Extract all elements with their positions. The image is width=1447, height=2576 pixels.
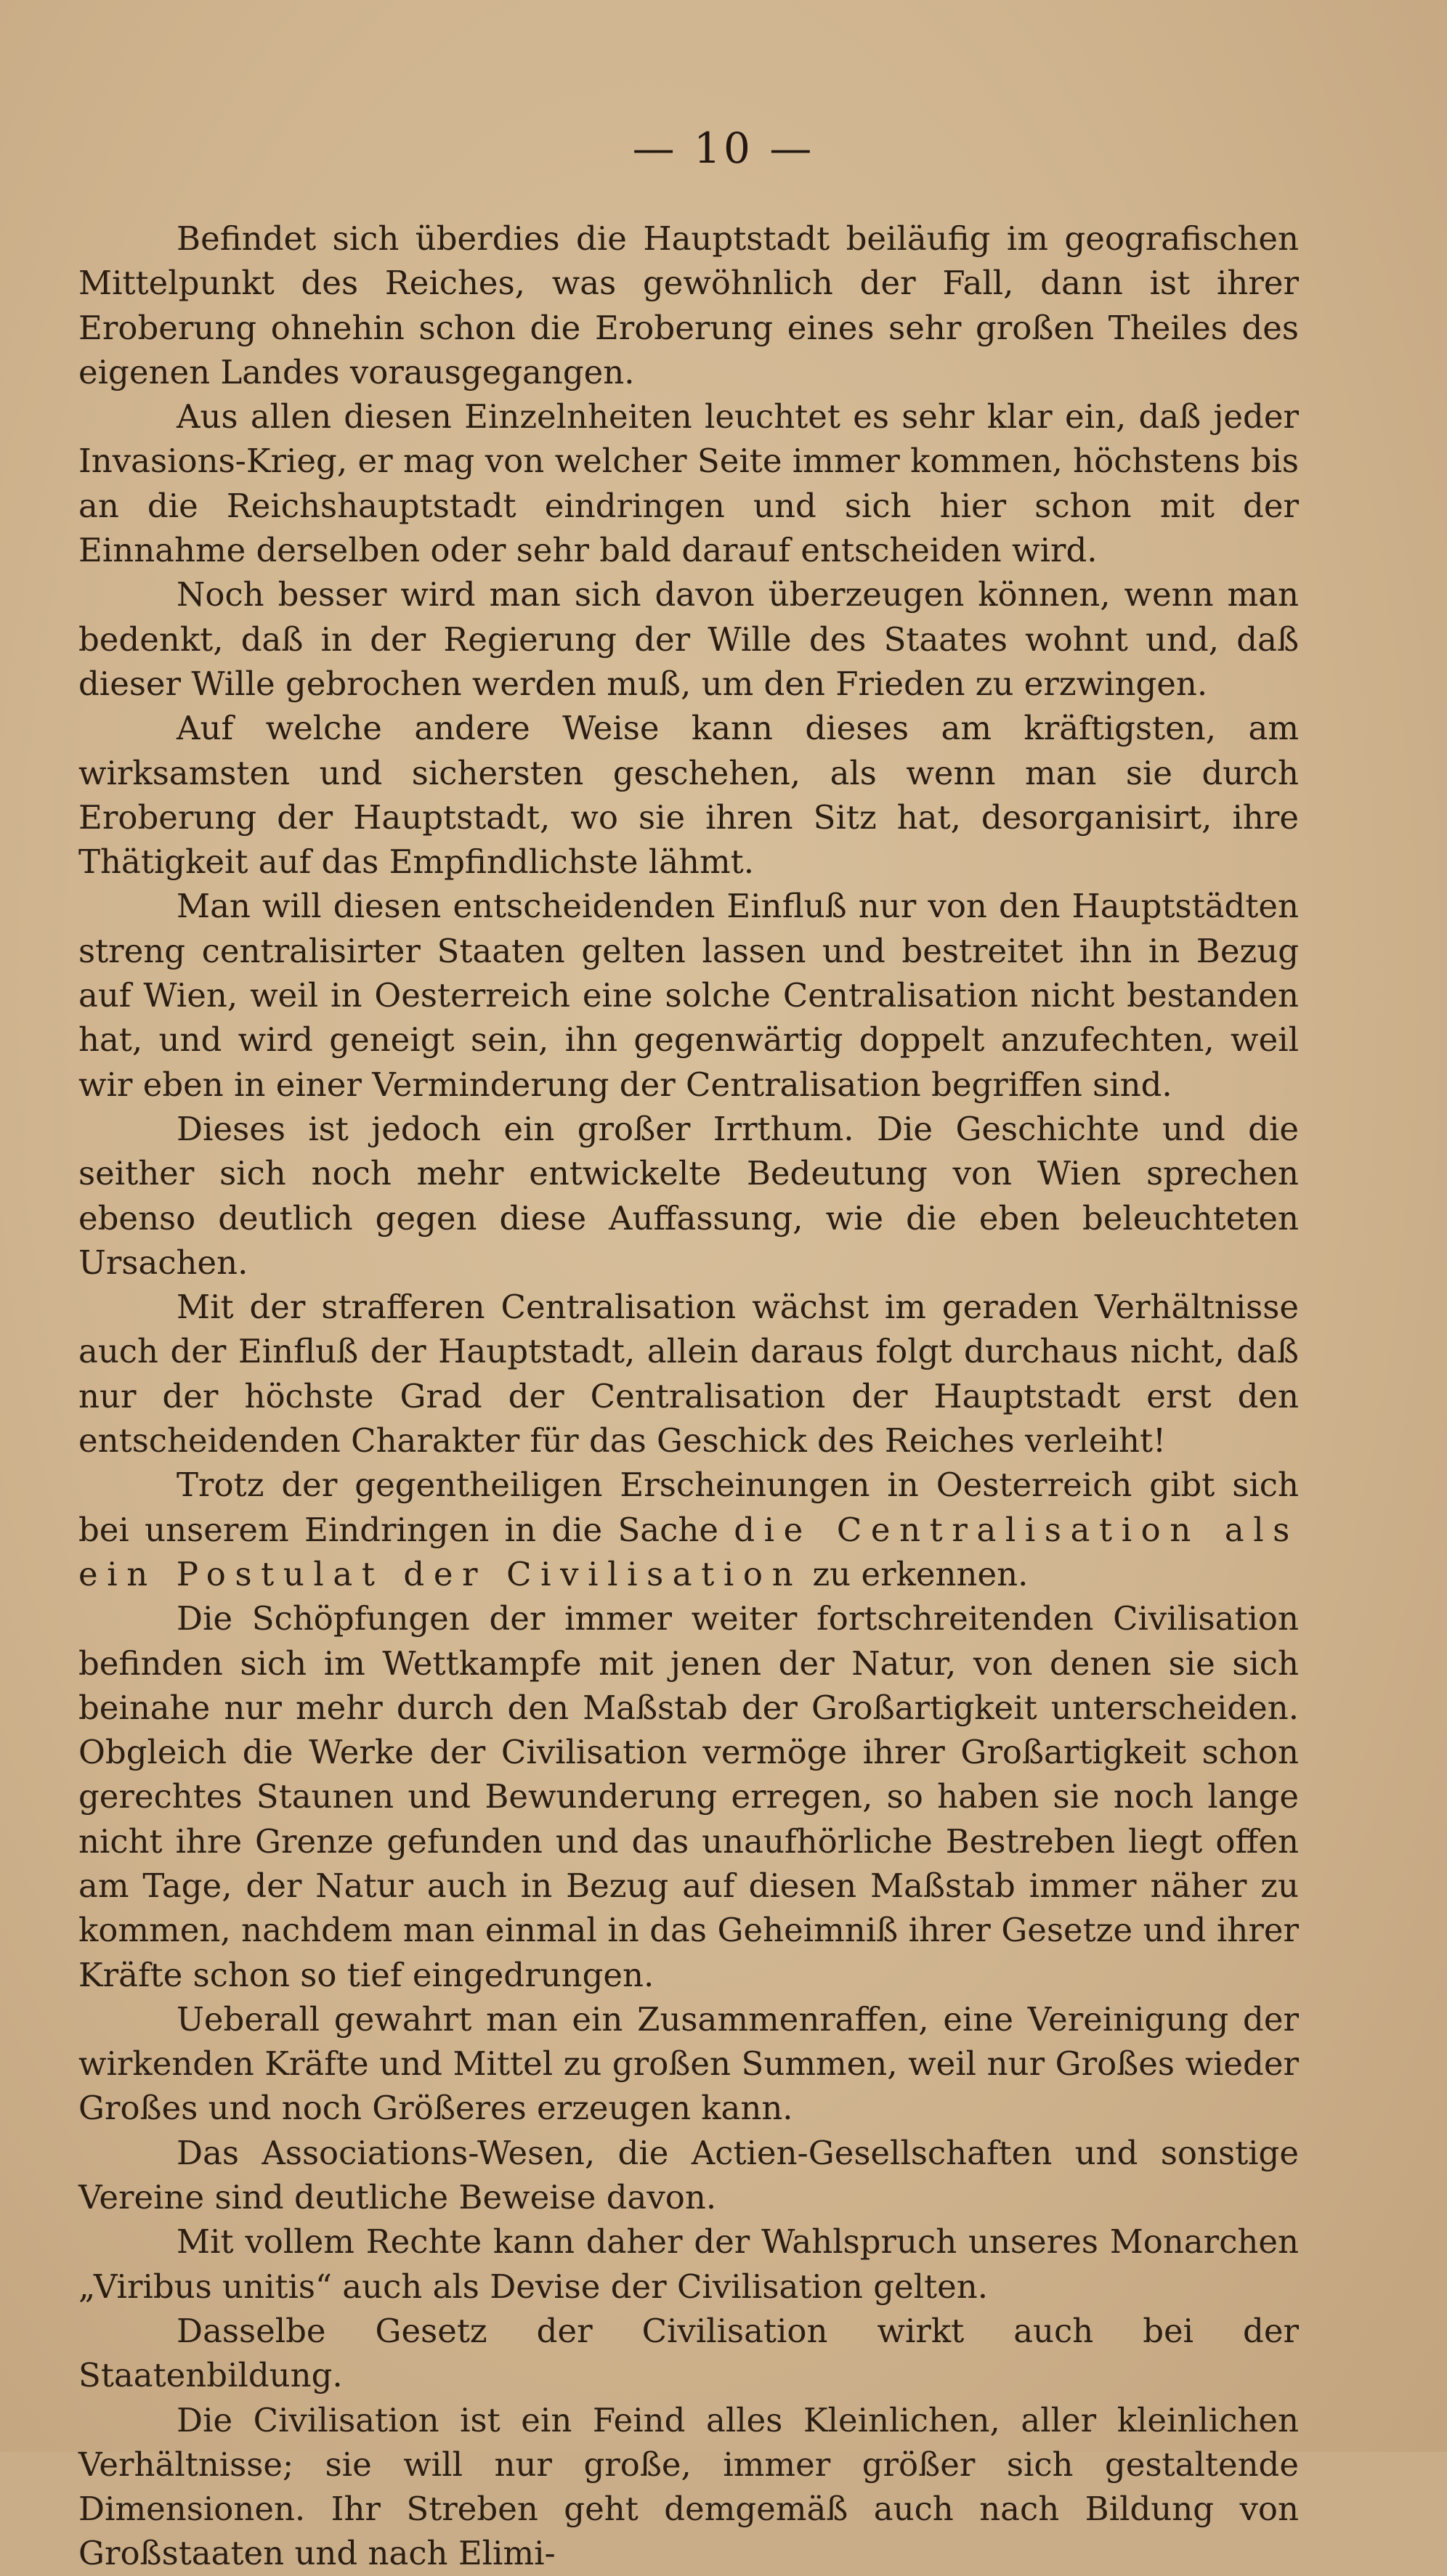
paragraph-8-tail: zu erkennen. xyxy=(802,1554,1029,1593)
emphasized-postulate: die Centralisation als ein Postulat der Civilisation xyxy=(78,1510,1299,1593)
page-number: — 10 — xyxy=(632,123,815,173)
paragraph-2: Aus allen diesen Einzelnheiten leuchtet es sehr klar ein, daß jeder Invasions-Krieg, er mag von welcher Seite immer kommen, höchstens bis an die Reichshauptstadt eindringen und sich hier schon mit der Einnahme derselben oder sehr bald darauf entscheiden wird. xyxy=(78,397,1299,570)
paragraph-13: Dasselbe Gesetz der Civilisation wirkt auch bei der Staatenbildung. xyxy=(78,2311,1299,2395)
body-text xyxy=(78,216,1299,2576)
paragraph-7: Mit der strafferen Centralisation wächst im geraden Verhältnisse auch der Einfluß der Hauptstadt, allein daraus folgt durchaus nicht, daß nur der höchste Grad der Centralisation der Hauptstadt erst den entscheidenden Charakter für das Geschick des Reiches verleiht! xyxy=(78,1288,1299,1460)
paragraph-5: Man will diesen entscheidenden Einfluß nur von den Hauptstädten streng centralisirter Staaten gelten lassen und bestreitet ihn in Bezug auf Wien, weil in Oesterreich eine solche Centralisation nicht bestanden hat, und wird geneigt sein, ihn gegenwärtig doppelt anzufechten, weil wir eben in einer Verminderung der Centralisation begriffen sind. xyxy=(78,887,1299,1104)
paragraph-4: Auf welche andere Weise kann dieses am kräftigsten, am wirksamsten und sichersten geschehen, als wenn man sie durch Eroberung der Hauptstadt, wo sie ihren Sitz hat, desorganisirt, ihre Thätigkeit auf das Empfindlichste lähmt. xyxy=(78,709,1299,882)
paragraph-12: Mit vollem Rechte kann daher der Wahlspruch unseres Monarchen „Viribus unitis“ auch als Devise der Civilisation gelten. xyxy=(78,2222,1299,2306)
paragraph-8 xyxy=(78,1463,1299,1596)
paragraph-6: Dieses ist jedoch ein großer Irrthum. Die Geschichte und die seither sich noch mehr entwickelte Bedeutung von Wien sprechen ebenso deutlich gegen diese Auffassung, wie die eben beleuchteten Ursachen. xyxy=(78,1109,1299,1282)
paragraph-3: Noch besser wird man sich davon überzeugen können, wenn man bedenkt, daß in der Regierung der Wille des Staates wohnt und, daß dieser Wille gebrochen werden muß, um den Frieden zu erzwingen. xyxy=(78,575,1299,703)
paragraph-1: Befindet sich überdies die Hauptstadt beiläufig im geografischen Mittelpunkt des Reiches, was gewöhnlich der Fall, dann ist ihrer Eroberung ohnehin schon die Eroberung eines sehr großen Theiles des eigenen Landes vorausgegangen. xyxy=(78,219,1299,391)
paragraph-9: Die Schöpfungen der immer weiter fortschreitenden Civilisation befinden sich im Wettkampfe mit jenen der Natur, von denen sie sich beinahe nur mehr durch den Maßstab der Großartigkeit unterscheiden. Obgleich die Werke der Civilisation vermöge ihrer Großartigkeit schon gerechtes Staunen und Bewunderung erregen, so haben sie noch lange nicht ihre Grenze gefunden und das unaufhörliche Bestreben liegt offen am Tage, der Natur auch in Bezug auf diesen Maßstab immer näher zu kommen, nachdem man einmal in das Geheimniß ihrer Gesetze und ihrer Kräfte schon so tief eingedrungen. xyxy=(78,1599,1299,1994)
paragraph-10: Ueberall gewahrt man ein Zusammenraffen, eine Vereinigung der wirkenden Kräfte und Mittel zu großen Summen, weil nur Großes wieder Großes und noch Größeres erzeugen kann. xyxy=(78,1999,1299,2128)
paragraph-14: Die Civilisation ist ein Feind alles Kleinlichen, aller kleinlichen Verhältnisse; sie will nur große, immer größer sich gestaltende Dimensionen. Ihr Streben geht demgemäß auch nach Bildung von Großstaaten und nach Elimi- xyxy=(78,2400,1299,2573)
paragraph-8-lead: Trotz der gegentheiligen Erscheinungen in Oesterreich gibt sich bei unserem Eindringen in die Sache xyxy=(78,1466,1299,1549)
paragraph-11: Das Associations-Wesen, die Actien-Gesellschaften und sonstige Vereine sind deutliche Beweise davon. xyxy=(78,2133,1299,2217)
